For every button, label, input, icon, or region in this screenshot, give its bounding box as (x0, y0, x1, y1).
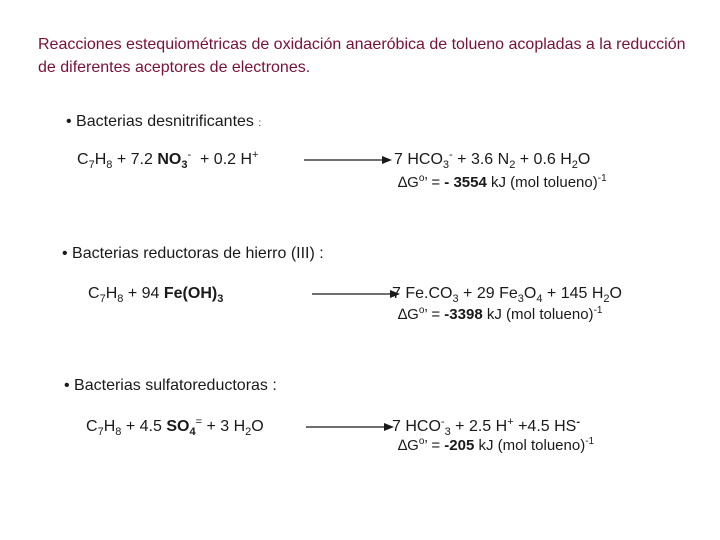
formula-sub: 7 (97, 426, 104, 438)
formula-sub: 2 (603, 293, 610, 305)
gibbs-energy-denitrifying (398, 174, 607, 191)
formula-sup: + (507, 416, 514, 428)
formula-sub: 7 (88, 159, 95, 171)
formula-part: 7 HCO (394, 151, 443, 168)
delta-g-unit: kJ (mol tolueno) (478, 437, 586, 454)
formula-part: 7 HCO (392, 418, 441, 435)
formula-sub: 3 (452, 293, 459, 305)
formula-part: O (577, 151, 591, 168)
formula-sup: o (418, 436, 425, 447)
formula-part: + 2.5 H (455, 418, 508, 435)
formula-sub: 4 (189, 426, 196, 438)
coefficient: + 7.2 (116, 151, 153, 168)
formula-sub: 3 (442, 159, 450, 171)
formula-part: C (88, 285, 100, 302)
formula-sup: - (449, 149, 453, 161)
formula-sub: 3 (217, 293, 224, 305)
formula-part: H (105, 285, 118, 302)
reactants-denitrifying (77, 151, 258, 169)
formula-part: O (523, 285, 537, 302)
formula-sub: 8 (106, 159, 113, 171)
reaction-arrow-icon (312, 289, 400, 299)
slide-title: Reacciones estequiométricas de oxidación anaeróbica de tolueno acopladas a la reducción de diferentes aceptores de electrones. (38, 36, 686, 76)
reactants-sulfate-reducing (86, 418, 264, 436)
formula-sub: 3 (517, 293, 524, 305)
formula-part: 7 Fe.CO (392, 285, 453, 302)
formula-part: O (251, 418, 264, 435)
formula-sub: 7 (99, 293, 106, 305)
delta-g-symbol: ∆G (398, 174, 419, 191)
formula-part: + 3 H (206, 418, 246, 435)
formula-sub: 3 (181, 159, 188, 171)
formula-sub: 3 (444, 426, 451, 438)
delta-g-value: - 3554 (444, 174, 487, 191)
equals: ’ = (424, 174, 441, 191)
formula-sub: 8 (115, 426, 122, 438)
formula-sup: - (440, 416, 445, 428)
products-iron-reducing (392, 285, 622, 303)
products-denitrifying (394, 151, 590, 169)
formula-sup: o (418, 173, 425, 184)
electron-acceptor: SO (166, 418, 190, 435)
formula-part: C (77, 151, 89, 168)
gibbs-energy-sulfate-reducing (398, 437, 594, 454)
formula-sup: - (576, 416, 581, 428)
reaction-arrow-icon (304, 155, 392, 165)
bullet-suffix: : (258, 118, 262, 129)
formula-sub: 2 (509, 159, 516, 171)
coefficient: + 4.5 (125, 418, 162, 435)
formula-sup: -1 (593, 305, 603, 316)
formula-part: + 0.6 H (519, 151, 572, 168)
electron-acceptor: NO (157, 151, 182, 168)
delta-g-symbol: ∆G (398, 437, 419, 454)
bullet-denitrifying (66, 113, 261, 131)
bullet-iron-reducing (62, 245, 324, 263)
formula-sup: -1 (597, 173, 607, 184)
formula-sup: -1 (585, 436, 595, 447)
bullet-text: • Bacterias reductoras de hierro (III) : (62, 245, 324, 262)
formula-part: + 29 Fe (463, 285, 518, 302)
formula-part: C (86, 418, 98, 435)
formula-sub: 8 (117, 293, 124, 305)
formula-sub: 2 (245, 426, 252, 438)
delta-g-value: -205 (444, 437, 475, 454)
formula-part: O (609, 285, 622, 302)
formula-sub: 2 (571, 159, 578, 171)
delta-g-unit: kJ (mol tolueno) (491, 174, 598, 191)
formula-part: + 145 H (546, 285, 604, 302)
formula-part: + 3.6 N (457, 151, 510, 168)
equals: ’ = (424, 437, 441, 454)
formula-sup: + (252, 149, 259, 161)
formula-sub: 4 (536, 293, 543, 305)
bullet-sulfate-reducing (64, 377, 277, 395)
gibbs-energy-iron-reducing (398, 306, 602, 323)
formula-part: +4.5 HS (518, 418, 577, 435)
delta-g-symbol: ∆G (398, 306, 419, 323)
formula-sup: o (418, 305, 425, 316)
formula-sup: = (195, 416, 202, 428)
formula-part: H (103, 418, 116, 435)
delta-g-unit: kJ (mol tolueno) (486, 306, 594, 323)
electron-acceptor: Fe(OH) (163, 285, 218, 302)
reaction-arrow-icon (306, 422, 394, 432)
coefficient: + 94 (127, 285, 160, 302)
reactants-iron-reducing (88, 285, 223, 303)
formula-sup: - (187, 149, 192, 161)
delta-g-value: -3398 (444, 306, 483, 323)
equals: ’ = (424, 306, 441, 323)
bullet-text: • Bacterias sulfatoreductoras : (64, 377, 277, 394)
formula-part: H (94, 151, 107, 168)
formula-part: + 0.2 H (200, 151, 253, 168)
bullet-text: • Bacterias desnitrificantes (66, 113, 254, 130)
products-sulfate-reducing (392, 418, 580, 436)
